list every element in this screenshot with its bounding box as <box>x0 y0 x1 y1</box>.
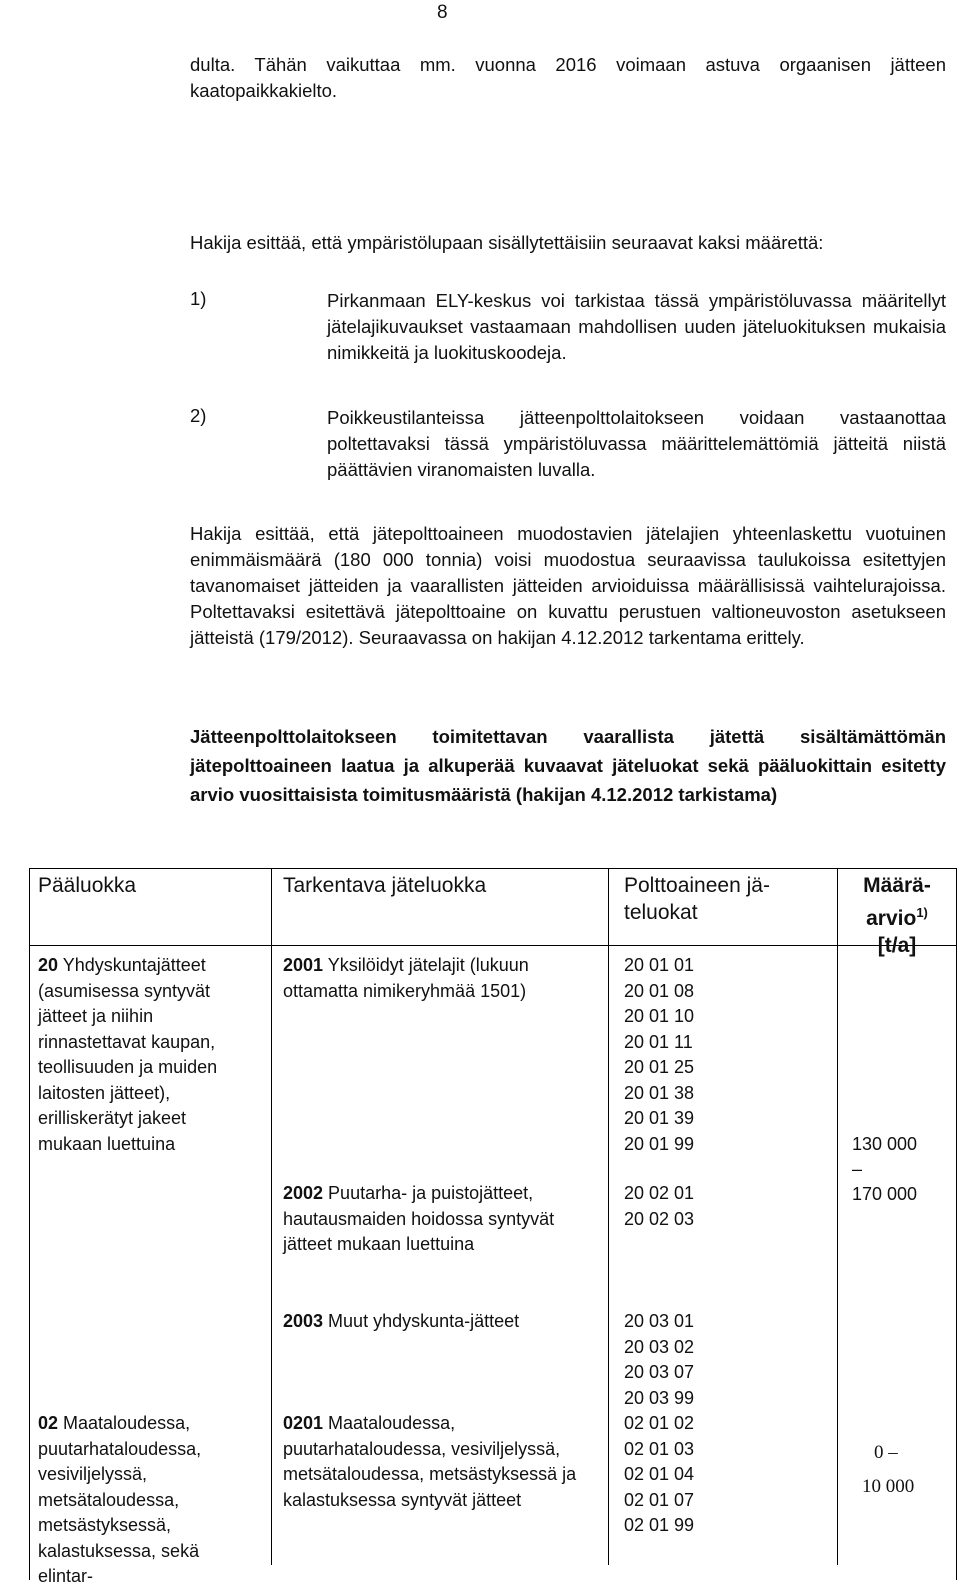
table-header-divider <box>29 945 957 946</box>
column-header-specific-category: Tarkentava jäteluokka <box>283 874 487 897</box>
fuel-code: 20 01 08 <box>624 980 695 1001</box>
fuel-code: 20 01 01 <box>624 955 695 975</box>
item-2-number: 2) <box>190 405 207 426</box>
column-header-main-category: Pääluokka <box>38 874 137 897</box>
table-heading: Jätteenpolttolaitokseen toimitettavan vaarallista jätettä sisältämättömän jätepolttoaineen laatua ja alkuperää kuvaavat jäteluokat sekä pääluokittain esitetty arvio vuosittaisista toimitusmääristä (hakijan 4.12.2012 tarkistama) <box>190 726 946 805</box>
fuel-code: 02 01 07 <box>624 1489 695 1510</box>
proposal-intro-paragraph: Hakija esittää, että ympäristölupaan sisällytettäisiin seuraavat kaksi määrettä: <box>190 232 824 253</box>
table-divider <box>271 868 272 1565</box>
intro-paragraph: dulta. Tähän vaikuttaa mm. vuonna 2016 voimaan astuva orgaanisen jätteen kaatopaikkakielto. <box>190 54 946 101</box>
sub-category-2001: 2001 Yksilöidyt jätelajit (lukuun ottamatta nimikeryhmää 1501) <box>283 955 529 1001</box>
fuel-code: 20 01 11 <box>624 1031 693 1052</box>
amount-estimate-02: 0 – 10 000 <box>862 1442 915 1497</box>
table-divider <box>608 868 609 1565</box>
fuel-codes-2003 <box>624 1309 694 1411</box>
fuel-code: 20 01 38 <box>624 1082 695 1103</box>
sub-category-0201: 0201 Maataloudessa, puutarhataloudessa, vesiviljelyssä, metsätaloudessa, metsästyksessä ja kalastuksessa syntyvät jätteet <box>283 1413 577 1510</box>
main-category-02: 02 Maataloudessa, puutarhataloudessa, vesiviljelyssä, metsätaloudessa, metsästyksessä, kalastuksessa, sekä elintar- <box>38 1413 202 1586</box>
fuel-code: 20 01 25 <box>624 1057 695 1077</box>
fuel-code: 02 01 02 <box>624 1413 695 1433</box>
amount-estimate-20: 130 000 – 170 000 <box>852 1134 918 1204</box>
table-divider <box>837 868 838 1565</box>
fuel-code: 20 01 10 <box>624 1006 695 1026</box>
fuel-code: 20 01 99 <box>624 1133 695 1154</box>
fuel-code: 02 01 99 <box>624 1515 695 1535</box>
fuel-code: 02 01 03 <box>624 1438 695 1459</box>
fuel-codes-2001 <box>624 953 694 1157</box>
fuel-codes-2002 <box>624 1181 694 1232</box>
fuel-code: 02 01 04 <box>624 1464 695 1484</box>
fuel-code: 20 03 07 <box>624 1362 695 1382</box>
item-1-text: Pirkanmaan ELY-keskus voi tarkistaa tässä ympäristöluvassa määritellyt jätelajikuvaukset vastaamaan mahdollisen uuden jäteluokituksen mukaisia nimikkeitä ja luokituskoodeja. <box>327 290 946 363</box>
sub-category-2002: 2002 Puutarha- ja puistojätteet, hautausmaiden hoidossa syntyvät jätteet mukaan luettuina <box>283 1183 555 1254</box>
fuel-code: 20 01 39 <box>624 1108 695 1128</box>
column-header-amount-estimate: Määrä- arvio$^{1)}$ [t/a] <box>863 874 931 957</box>
sub-category-2003: 2003 Muut yhdyskunta-jätteet <box>283 1311 520 1331</box>
fuel-codes-0201 <box>624 1411 694 1539</box>
fuel-code: 20 03 99 <box>624 1387 695 1408</box>
item-1-number: 1) <box>190 288 207 309</box>
fuel-code: 20 02 03 <box>624 1208 695 1229</box>
item-2-text: Poikkeustilanteissa jätteenpolttolaitokseen voidaan vastaanottaa poltettavaksi tässä ympäristöluvassa määrittelemättömiä jätteitä niistä päättävien viranomaisten luvalla. <box>327 407 946 480</box>
page-number: 8 <box>437 2 448 23</box>
fuel-code: 20 03 02 <box>624 1336 695 1357</box>
estimate-paragraph: Hakija esittää, että jätepolttoaineen muodostavien jätelajien yhteenlaskettu vuotuinen enimmäismäärä (180 000 tonnia) voisi muodostua seuraavissa taulukoissa esitettyjen tavanomaiset jätteiden ja vaarallisten jätteiden arvioiduissa määrällisissä vaihtelurajoissa. Poltettavaksi esitettävä jätepolttoaine on kuvattu perustuen valtioneuvoston asetukseen jätteistä (179/2012). Seuraavassa on hakijan 4.12.2012 tarkentama erittely. <box>190 523 946 648</box>
fuel-code: 20 03 01 <box>624 1311 695 1331</box>
main-category-20: 20 Yhdyskuntajätteet (asumisessa syntyvät jätteet ja niihin rinnastettavat kaupan, teollisuuden ja muiden laitosten jätteet), erilliskerätyt jakeet mukaan luettuina <box>38 955 218 1154</box>
column-header-fuel-categories: Polttoaineen jä- teluokat <box>624 874 770 924</box>
fuel-code: 20 02 01 <box>624 1183 695 1203</box>
